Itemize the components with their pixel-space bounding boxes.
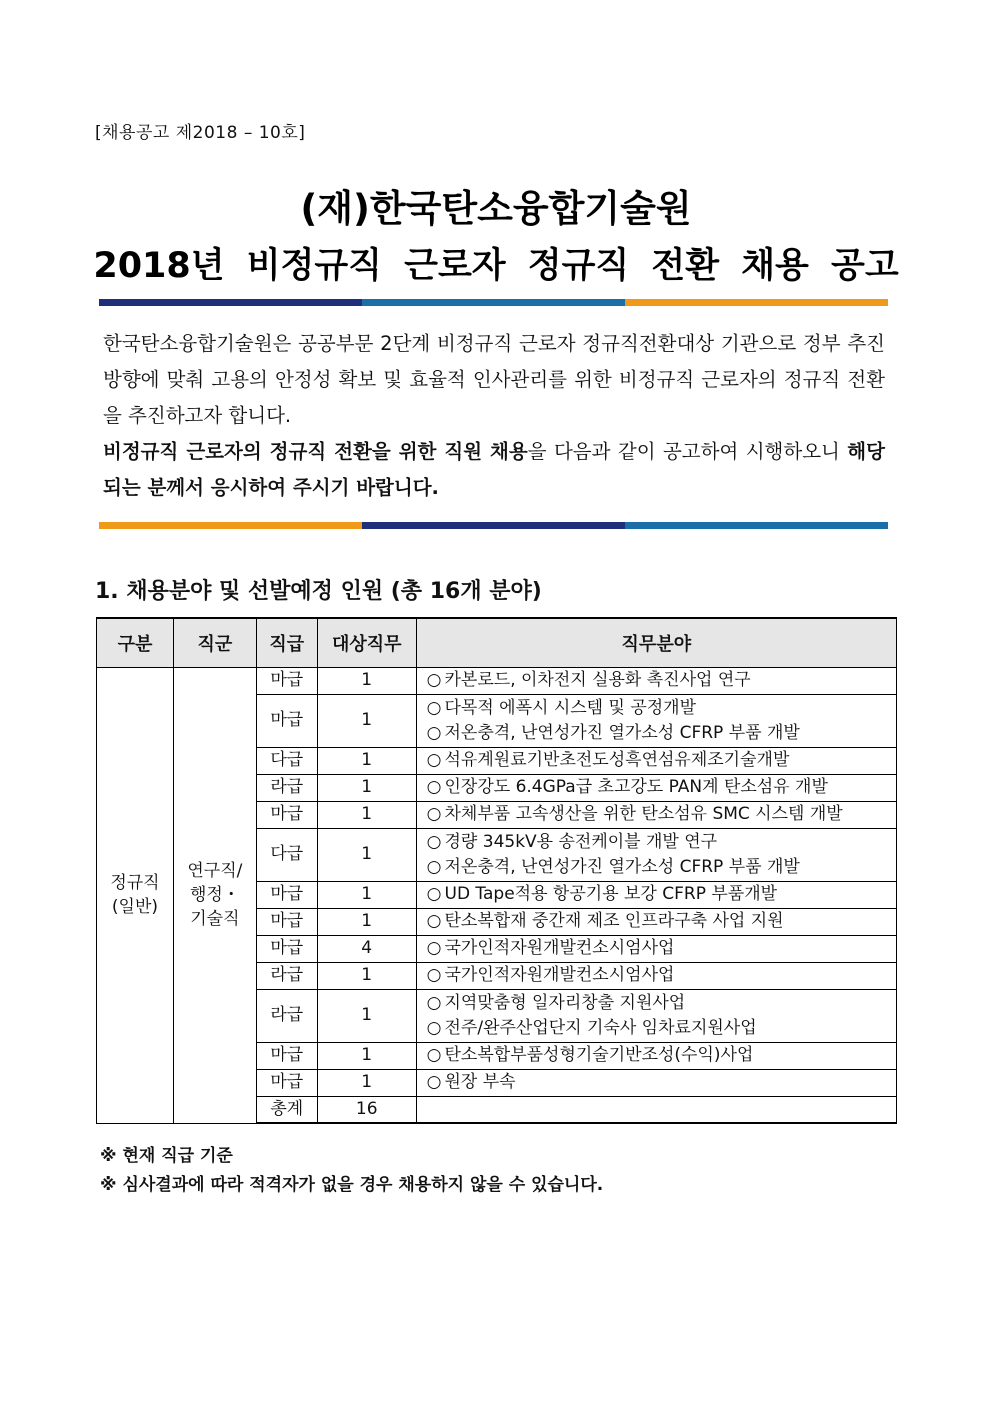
field-text: 경량 345kV용 송전케이블 개발 연구 (444, 831, 718, 852)
bar-segment-navy (362, 522, 625, 529)
field-cell (416, 962, 896, 989)
grade-cell: 라급 (256, 989, 317, 1042)
bullet-icon: ○ (426, 750, 442, 770)
field-text: 탄소복합재 중간재 제조 인프라구축 사업 지원 (444, 911, 784, 931)
bullet-icon: ○ (426, 804, 442, 824)
category-cell (97, 667, 174, 1123)
field-line (427, 830, 892, 855)
field-cell (416, 747, 896, 774)
grade-cell: 마급 (256, 1042, 317, 1069)
field-cell (416, 881, 896, 908)
field-text: 인장강도 6.4GPa급 초고강도 PAN계 탄소섬유 개발 (444, 777, 828, 797)
field-line (427, 963, 892, 988)
bullet-icon: ○ (426, 884, 442, 904)
bottom-color-bar (99, 522, 888, 529)
count-cell: 1 (317, 828, 416, 881)
category-line: 정규직 (110, 873, 160, 893)
bar-segment-blue (625, 522, 888, 529)
top-color-bar (99, 299, 888, 306)
note-grade-basis: ※ 현재 직급 기준 (100, 1146, 233, 1166)
intro-paragraph-2 (103, 434, 885, 506)
field-text: 전주/완주산업단지 기숙사 임차료지원사업 (444, 1017, 757, 1038)
bullet-icon: ○ (426, 777, 442, 797)
field-cell (416, 801, 896, 828)
field-text: 탄소복합부품성형기술기반조성(수익)사업 (444, 1045, 754, 1065)
field-text: 국가인적자원개발컨소시엄사업 (444, 938, 675, 958)
field-text: 저온충격, 난연성가진 열가소성 CFRP 부품 개발 (444, 856, 800, 877)
field-line (427, 1070, 892, 1095)
count-cell: 1 (317, 774, 416, 801)
bar-segment-navy (99, 299, 362, 306)
total-field (416, 1096, 896, 1123)
count-cell: 1 (317, 908, 416, 935)
field-cell (416, 694, 896, 747)
field-line (427, 1043, 892, 1068)
count-cell: 1 (317, 694, 416, 747)
intro-bold-1: 비정규직 근로자의 정규직 전환을 위한 직원 채용 (103, 440, 528, 463)
grade-cell: 다급 (256, 828, 317, 881)
notes (100, 1142, 603, 1200)
bullet-icon: ○ (426, 1045, 442, 1065)
field-cell (416, 935, 896, 962)
field-text: 카본로드, 이차전지 실용화 촉진사업 연구 (444, 670, 751, 690)
count-cell: 1 (317, 881, 416, 908)
field-text: 원장 부속 (444, 1072, 516, 1092)
header-category: 구분 (97, 618, 174, 667)
field-text: 국가인적자원개발컨소시엄사업 (444, 965, 675, 985)
field-cell (416, 1042, 896, 1069)
bar-segment-orange (625, 299, 888, 306)
header-grade: 직급 (256, 618, 317, 667)
field-text: 다목적 에폭시 시스템 및 공정개발 (444, 697, 697, 718)
grade-cell: 라급 (256, 774, 317, 801)
field-cell (416, 828, 896, 881)
total-label: 총계 (256, 1096, 317, 1123)
bullet-icon: ○ (426, 1072, 442, 1092)
field-cell (416, 989, 896, 1042)
bullet-icon: ○ (426, 938, 442, 958)
field-cell (416, 908, 896, 935)
group-line: 기술직 (190, 909, 240, 929)
group-cell (173, 667, 256, 1123)
group-line: 행정・ (189, 885, 240, 905)
grade-cell: 마급 (256, 908, 317, 935)
count-cell: 1 (317, 747, 416, 774)
field-cell (416, 1069, 896, 1096)
section-1-title: 1. 채용분야 및 선발예정 인원 (총 16개 분야) (95, 579, 542, 604)
field-line (427, 909, 892, 934)
recruitment-table (96, 617, 897, 1124)
header-group: 직군 (173, 618, 256, 667)
group-line: 연구직/ (187, 861, 243, 881)
field-text: UD Tape적용 항공기용 보강 CFRP 부품개발 (444, 884, 778, 904)
note-no-hire: ※ 심사결과에 따라 적격자가 없을 경우 채용하지 않을 수 있습니다. (100, 1175, 604, 1195)
grade-cell: 마급 (256, 694, 317, 747)
total-count: 16 (317, 1096, 416, 1123)
field-text: 지역맞춤형 일자리창출 지원사업 (444, 992, 686, 1013)
field-line (427, 936, 892, 961)
count-cell: 4 (317, 935, 416, 962)
grade-cell: 마급 (256, 1069, 317, 1096)
field-cell (416, 667, 896, 694)
intro-text (103, 326, 885, 506)
bar-segment-orange (99, 522, 362, 529)
field-line (427, 721, 892, 746)
count-cell: 1 (317, 1069, 416, 1096)
intro-paragraph-1: 한국탄소융합기술원은 공공부문 2단계 비정규직 근로자 정규직전환대상 기관으로 정부 추진 방향에 맞춰 고용의 안정성 확보 및 효율적 인사관리를 위한 비정규직 근로자의 정규직 전환을 추진하고자 합니다. (103, 332, 885, 427)
field-line (427, 991, 892, 1016)
header-count: 대상직무 (317, 618, 416, 667)
bullet-icon: ○ (426, 965, 442, 985)
main-title: 2018년 비정규직 근로자 정규직 전환 채용 공고 (93, 246, 899, 286)
field-line (427, 696, 892, 721)
count-cell: 1 (317, 667, 416, 694)
grade-cell: 마급 (256, 881, 317, 908)
bullet-icon: ○ (426, 831, 442, 852)
bullet-icon: ○ (426, 1017, 442, 1038)
field-text: 석유계원료기반초전도성흑연섬유제조기술개발 (444, 750, 790, 770)
bullet-icon: ○ (426, 670, 442, 690)
count-cell: 1 (317, 801, 416, 828)
intro-bold-2: 해당되는 분께서 응시하여 주시기 바랍니다. (103, 440, 885, 499)
table-body (97, 667, 897, 1123)
field-line (427, 668, 892, 693)
bullet-icon: ○ (426, 697, 442, 718)
field-line (427, 802, 892, 827)
count-cell: 1 (317, 989, 416, 1042)
table-header-row (97, 618, 897, 667)
field-line (427, 882, 892, 907)
bullet-icon: ○ (426, 722, 442, 743)
bullet-icon: ○ (426, 992, 442, 1013)
field-line (427, 775, 892, 800)
bar-segment-blue (362, 299, 625, 306)
count-cell: 1 (317, 1042, 416, 1069)
notice-number: [채용공고 제2018 – 10호] (95, 123, 306, 143)
field-text: 차체부품 고속생산을 위한 탄소섬유 SMC 시스템 개발 (444, 804, 843, 824)
grade-cell: 다급 (256, 747, 317, 774)
bullet-icon: ○ (426, 911, 442, 931)
grade-cell: 마급 (256, 801, 317, 828)
grade-cell: 마급 (256, 935, 317, 962)
org-title: (재)한국탄소융합기술원 (300, 187, 692, 230)
grade-cell: 마급 (256, 667, 317, 694)
category-line: (일반) (111, 897, 159, 917)
field-line (427, 1016, 892, 1041)
field-line (427, 748, 892, 773)
intro-text-2: 을 다음과 같이 공고하여 시행하오니 (527, 440, 848, 463)
field-text: 저온충격, 난연성가진 열가소성 CFRP 부품 개발 (444, 722, 800, 743)
table-row (97, 667, 897, 694)
field-line (427, 855, 892, 880)
count-cell: 1 (317, 962, 416, 989)
bullet-icon: ○ (426, 856, 442, 877)
field-cell (416, 774, 896, 801)
header-field: 직무분야 (416, 618, 896, 667)
grade-cell: 라급 (256, 962, 317, 989)
